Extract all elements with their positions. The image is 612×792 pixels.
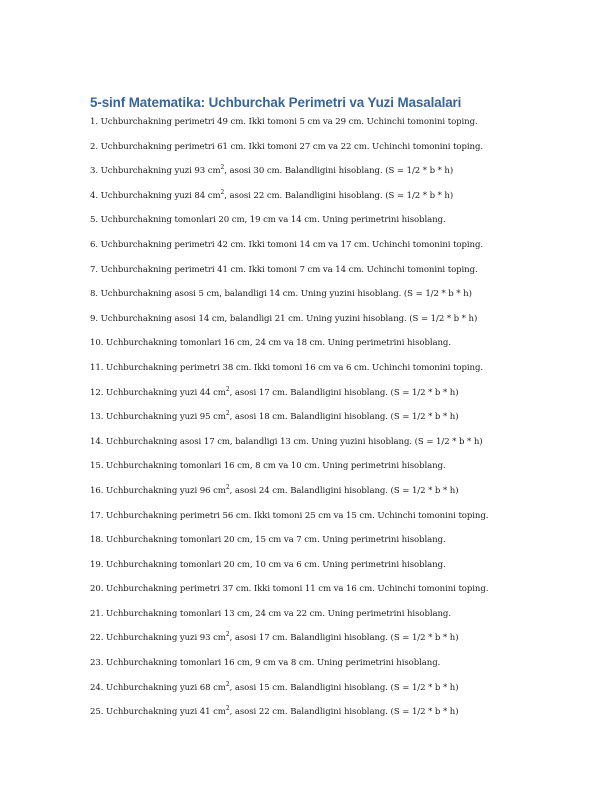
problem-text-continued: , asosi 30 cm. Balandligini hisoblang. (S = 1/2 * b * h)	[224, 166, 454, 177]
problem-text-continued: , asosi 17 cm. Balandligini hisoblang. (S = 1/2 * b * h)	[229, 633, 459, 644]
problem-item	[90, 264, 570, 289]
problem-item	[90, 657, 570, 682]
problem-item	[90, 337, 570, 362]
problem-number: 8.	[90, 289, 98, 300]
problem-number: 6.	[90, 239, 98, 250]
problem-text: Uchburchakning yuzi 95 cm	[106, 412, 226, 423]
problem-number: 22.	[90, 633, 104, 644]
problem-item	[90, 239, 570, 264]
problem-text-continued: , asosi 15 cm. Balandligini hisoblang. (S = 1/2 * b * h)	[229, 682, 459, 693]
problem-text: Uchburchakning yuzi 84 cm	[100, 190, 221, 201]
problem-item	[90, 165, 570, 190]
problem-text: Uchburchakning perimetri 42 cm. Ikki tomoni 14 cm va 17 cm. Uchinchi tomonini toping.	[100, 239, 483, 250]
problem-text: Uchburchakning tomonlari 16 cm, 24 cm va 18 cm. Uning perimetrini hisoblang.	[106, 338, 451, 349]
unit-exponent: 2	[225, 631, 230, 639]
problem-number: 17.	[90, 510, 104, 521]
problem-item	[90, 534, 570, 559]
problem-text-continued: , asosi 24 cm. Balandligini hisoblang. (S = 1/2 * b * h)	[229, 485, 459, 496]
problem-text: Uchburchakning asosi 5 cm, balandligi 14 cm. Uning yuzini hisoblang. (S = 1/2 * b * h)	[100, 289, 472, 300]
problem-text-continued: , asosi 17 cm. Balandligini hisoblang. (S = 1/2 * b * h)	[229, 387, 459, 398]
problem-text: Uchburchakning yuzi 93 cm	[100, 166, 221, 177]
problem-text: Uchburchakning perimetri 37 cm. Ikki tomoni 11 cm va 16 cm. Uchinchi tomonini toping.	[106, 584, 489, 595]
problem-text: Uchburchakning asosi 17 cm, balandligi 13 cm. Uning yuzini hisoblang. (S = 1/2 * b * h)	[106, 436, 483, 447]
problem-text: Uchburchakning yuzi 96 cm	[106, 485, 226, 496]
problem-text: Uchburchakning tomonlari 20 cm, 19 cm va 14 cm. Uning perimetrini hisoblang.	[100, 215, 446, 226]
problem-number: 1.	[90, 117, 98, 127]
problem-text: Uchburchakning yuzi 68 cm	[106, 682, 226, 693]
problem-item	[90, 313, 570, 338]
problem-number: 4.	[90, 190, 98, 201]
problem-text-continued: , asosi 22 cm. Balandligini hisoblang. (S = 1/2 * b * h)	[224, 190, 454, 201]
problem-item	[90, 214, 570, 239]
problem-text: Uchburchakning tomonlari 20 cm, 15 cm va 7 cm. Uning perimetrini hisoblang.	[106, 535, 446, 546]
problem-text: Uchburchakning perimetri 56 cm. Ikki tomoni 25 cm va 15 cm. Uchinchi tomonini toping.	[106, 510, 489, 521]
problem-item	[90, 706, 570, 731]
problem-number: 9.	[90, 313, 98, 324]
problem-text: Uchburchakning perimetri 41 cm. Ikki tomoni 7 cm va 14 cm. Uchinchi tomonini toping.	[100, 264, 478, 275]
problem-item	[90, 190, 570, 215]
problem-number: 11.	[90, 362, 104, 373]
problem-number: 19.	[90, 559, 104, 570]
problem-number: 7.	[90, 264, 98, 275]
problem-text: Uchburchakning yuzi 93 cm	[106, 633, 226, 644]
problem-item	[90, 387, 570, 412]
problem-item	[90, 411, 570, 436]
problem-number: 12.	[90, 387, 104, 398]
problem-text: Uchburchakning yuzi 44 cm	[106, 387, 226, 398]
problem-item	[90, 559, 570, 584]
problem-text: Uchburchakning perimetri 49 cm. Ikki tomoni 5 cm va 29 cm. Uchinchi tomonini toping.	[100, 117, 478, 127]
problem-item	[90, 460, 570, 485]
problem-item	[90, 632, 570, 657]
problem-text: Uchburchakning perimetri 61 cm. Ikki tomoni 27 cm va 22 cm. Uchinchi tomonini toping.	[100, 141, 483, 152]
problem-text: Uchburchakning tomonlari 16 cm, 9 cm va 8 cm. Uning perimetrini hisoblang.	[106, 658, 441, 669]
problem-item	[90, 116, 570, 141]
problem-item	[90, 288, 570, 313]
unit-exponent: 2	[225, 484, 230, 492]
problem-text: Uchburchakning asosi 14 cm, balandligi 21 cm. Uning yuzini hisoblang. (S = 1/2 * b * h)	[100, 313, 478, 324]
problem-item	[90, 682, 570, 707]
problem-number: 5.	[90, 215, 98, 226]
problem-text: Uchburchakning tomonlari 16 cm, 8 cm va 10 cm. Uning perimetrini hisoblang.	[106, 461, 446, 472]
problem-text: Uchburchakning perimetri 38 cm. Ikki tomoni 16 cm va 6 cm. Uchinchi tomonini toping.	[106, 362, 483, 373]
problem-number: 25.	[90, 707, 104, 718]
problem-number: 3.	[90, 166, 98, 177]
problem-number: 2.	[90, 141, 98, 152]
page-title: 5-sinf Matematika: Uchburchak Perimetri va Yuzi Masalalari	[90, 95, 462, 110]
problem-item	[90, 141, 570, 166]
problem-number: 23.	[90, 658, 104, 669]
unit-exponent: 2	[225, 385, 230, 393]
problem-text-continued: , asosi 18 cm. Balandligini hisoblang. (S = 1/2 * b * h)	[229, 412, 459, 423]
problem-text-continued: , asosi 22 cm. Balandligini hisoblang. (S = 1/2 * b * h)	[229, 707, 459, 718]
problem-number: 24.	[90, 682, 104, 693]
problem-number: 21.	[90, 608, 104, 619]
problem-item	[90, 583, 570, 608]
unit-exponent: 2	[225, 680, 230, 688]
problem-number: 18.	[90, 535, 104, 546]
problem-item	[90, 510, 570, 535]
problem-number: 16.	[90, 485, 104, 496]
problem-item	[90, 608, 570, 633]
problem-number: 15.	[90, 461, 104, 472]
unit-exponent: 2	[220, 164, 225, 172]
problem-number: 14.	[90, 436, 104, 447]
problem-text: Uchburchakning tomonlari 13 cm, 24 cm va 22 cm. Uning perimetrini hisoblang.	[106, 608, 451, 619]
problem-number: 10.	[90, 338, 104, 349]
unit-exponent: 2	[220, 188, 225, 196]
problem-item	[90, 485, 570, 510]
unit-exponent: 2	[225, 410, 230, 418]
problem-item	[90, 436, 570, 461]
problem-number: 20.	[90, 584, 104, 595]
unit-exponent: 2	[225, 705, 230, 713]
problem-number: 13.	[90, 412, 104, 423]
problem-item	[90, 362, 570, 387]
problem-text: Uchburchakning tomonlari 20 cm, 10 cm va 6 cm. Uning perimetrini hisoblang.	[106, 559, 446, 570]
problem-list	[90, 116, 570, 731]
problem-text: Uchburchakning yuzi 41 cm	[106, 707, 226, 718]
